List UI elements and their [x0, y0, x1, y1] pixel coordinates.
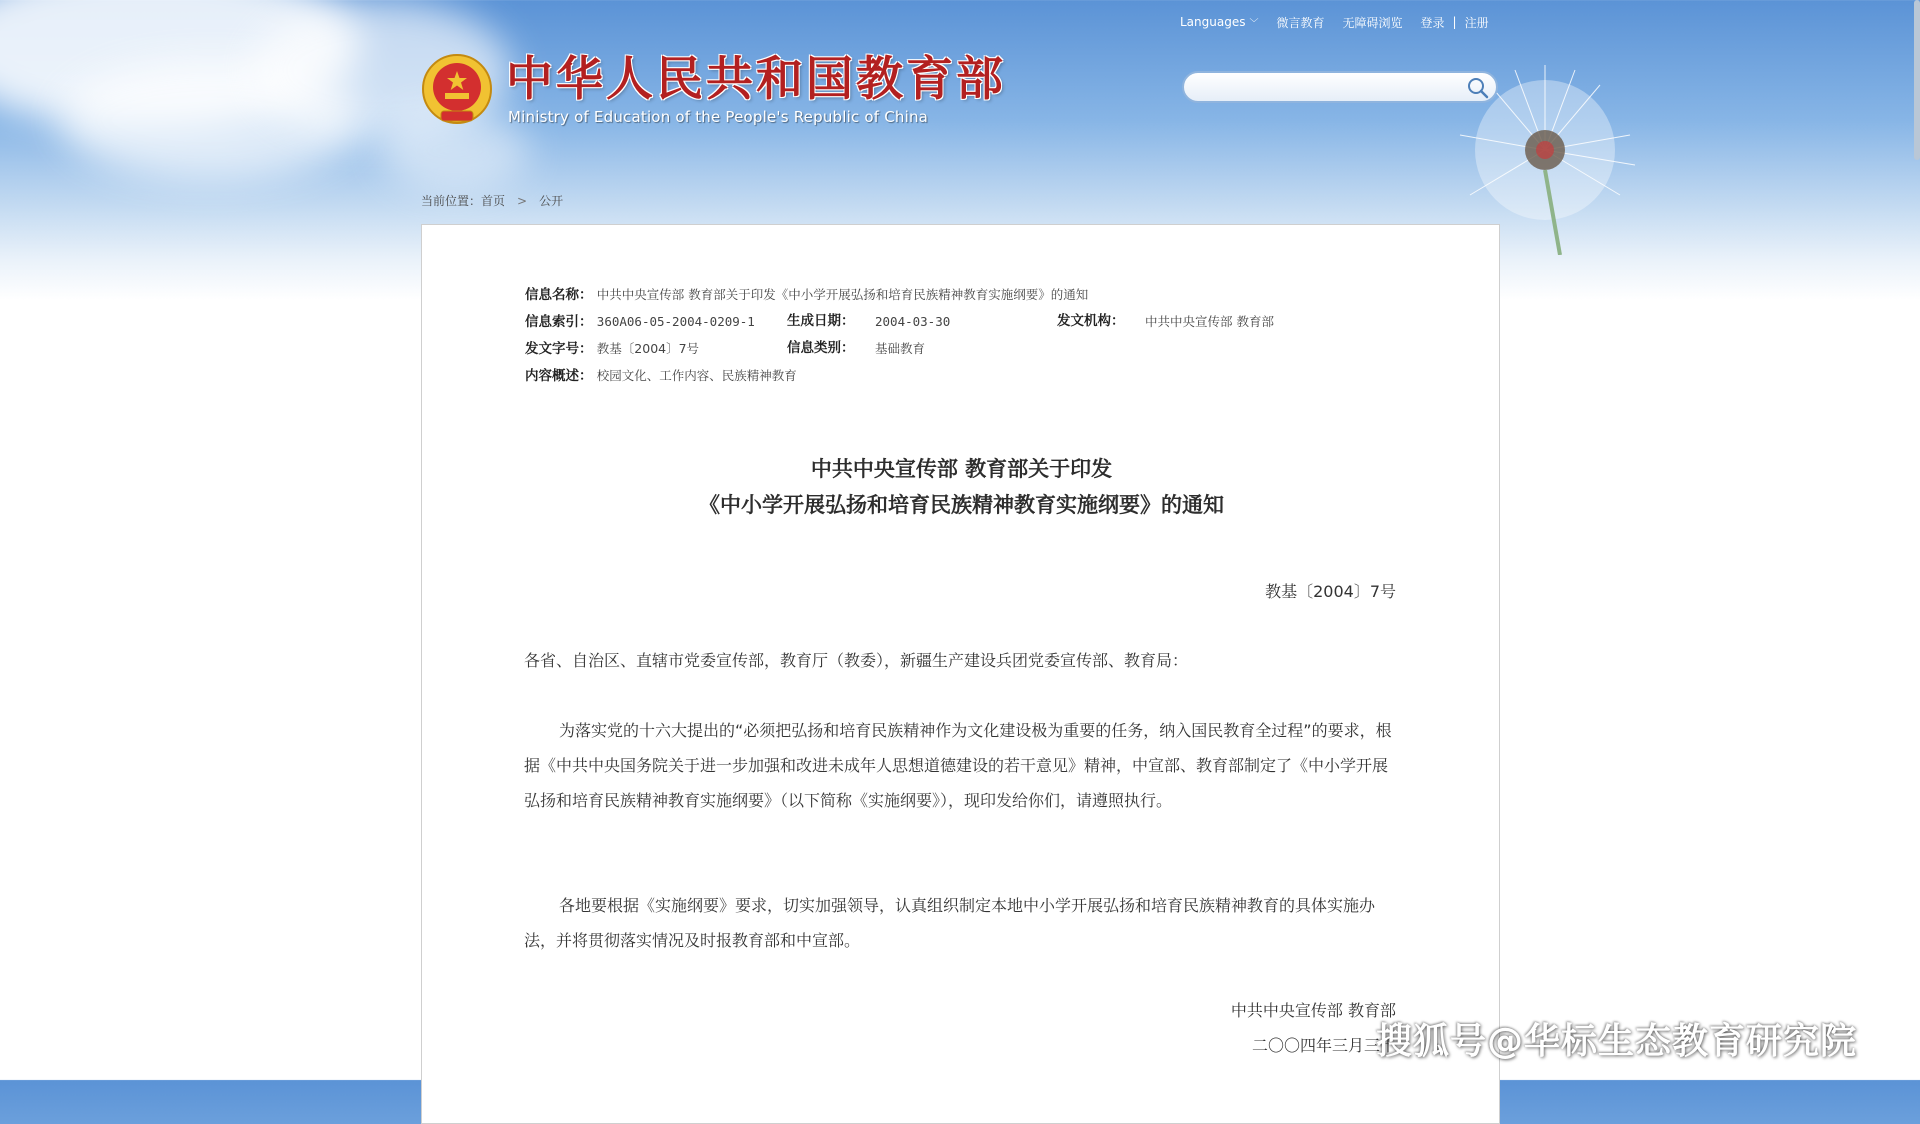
- languages-dropdown[interactable]: [1180, 15, 1259, 29]
- nav-separator: |: [1452, 15, 1457, 29]
- breadcrumb: [421, 192, 563, 209]
- national-emblem-icon: [421, 53, 493, 129]
- document-title-line2: 《中小学开展弘扬和培育民族精神教育实施纲要》的通知: [699, 493, 1224, 517]
- chevron-down-icon: ﹀: [1249, 18, 1259, 29]
- watermark: 搜狐号@华标生态教育研究院: [1376, 1021, 1858, 1062]
- meta-summary-value: 校园文化、工作内容、民族精神教育: [596, 368, 797, 383]
- meta-index-value: 360A06-05-2004-0209-1: [596, 314, 755, 329]
- weiyan-link[interactable]: 微言教育: [1276, 15, 1325, 30]
- site-title[interactable]: 中华人民共和国教育部: [506, 52, 1006, 107]
- breadcrumb-arrow-icon: >: [517, 193, 528, 208]
- meta-category-label: 信息类别：: [787, 340, 855, 356]
- meta-name-value: 中共中央宣传部 教育部关于印发《中小学开展弘扬和培育民族精神教育实施纲要》的通知: [596, 287, 1089, 302]
- meta-docno-value: 教基〔2004〕7号: [596, 341, 700, 356]
- document-paragraph-2: 各地要根据《实施纲要》要求，切实加强领导，认真组织制定本地中小学开展弘扬和培育民族精神教育的具体实施办法，并将贯彻落实情况及时报教育部和中宣部。: [524, 896, 1376, 950]
- document-sign-date: 二〇〇四年三月三十: [1251, 1036, 1396, 1055]
- breadcrumb-home-link[interactable]: 首页: [481, 194, 506, 208]
- meta-issuer-label: 发文机构：: [1057, 313, 1125, 329]
- meta-row-summary: [525, 362, 1088, 389]
- document-title-line1: 中共中央宣传部 教育部关于印发: [810, 457, 1113, 481]
- top-navigation: [1180, 12, 1489, 32]
- meta-category-value: 基础教育: [875, 341, 926, 356]
- languages-label: Languages: [1180, 15, 1246, 29]
- document-number: 教基〔2004〕7号: [1265, 582, 1396, 601]
- document-signature: 中共中央宣传部 教育部: [1230, 1001, 1396, 1020]
- scrollbar-thumb[interactable]: [1914, 0, 1920, 160]
- meta-row-index: [525, 308, 1274, 335]
- document-addressee: 各省、自治区、直辖市党委宣传部，教育厅（教委），新疆生产建设兵团党委宣传部、教育局：: [524, 651, 1189, 670]
- meta-docno-label: 发文字号：: [525, 341, 593, 357]
- meta-date-value: 2004-03-30: [875, 314, 951, 329]
- search-box: [1182, 71, 1498, 103]
- accessibility-link[interactable]: 无障碍浏览: [1342, 15, 1403, 30]
- breadcrumb-label: 当前位置：: [421, 194, 482, 208]
- document-panel: [421, 224, 1500, 1124]
- meta-name-label: 信息名称：: [525, 287, 593, 303]
- site-subtitle: Ministry of Education of the People's Republic of China: [508, 108, 929, 126]
- meta-row-docno: [525, 335, 1088, 362]
- meta-index-label: 信息索引：: [525, 314, 593, 330]
- meta-date-label: 生成日期：: [787, 313, 855, 329]
- meta-row-name: [525, 281, 1088, 308]
- document-metadata: [525, 281, 1274, 389]
- search-icon[interactable]: [1466, 76, 1490, 100]
- meta-summary-label: 内容概述：: [525, 368, 593, 384]
- breadcrumb-current-link[interactable]: 公开: [539, 194, 564, 208]
- search-input[interactable]: [1196, 73, 1460, 103]
- document-paragraph-1: 为落实党的十六大提出的“必须把弘扬和培育民族精神作为文化建设极为重要的任务，纳入国民教育全过程”的要求，根据《中共中央国务院关于进一步加强和改进未成年人思想道德建设的若干意见》精神，中宣部、教育部制定了《中小学开展弘扬和培育民族精神教育实施纲要》（以下简称《实施纲要》），现印发给你们，请遵照执行。: [524, 721, 1392, 810]
- login-link[interactable]: 登录: [1420, 15, 1445, 30]
- meta-issuer-value: 中共中央宣传部 教育部: [1145, 314, 1274, 329]
- register-link[interactable]: 注册: [1464, 15, 1489, 30]
